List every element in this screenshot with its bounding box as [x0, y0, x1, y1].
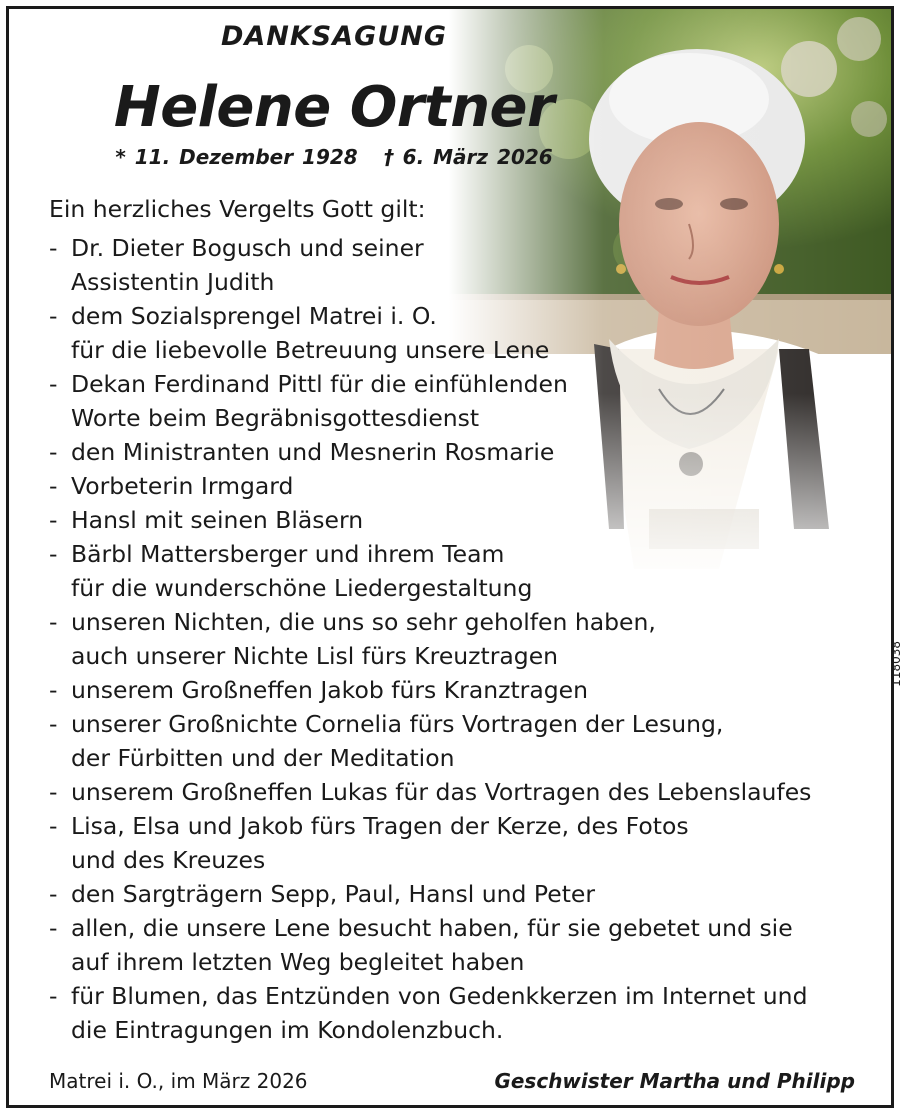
obituary-card [6, 6, 903, 1108]
list-item: - allen, die unsere Lene besucht haben, für sie gebetet und sie auf ihrem letzten Weg begleitet haben [49, 914, 793, 976]
list-item: - den Ministranten und Mesnerin Rosmarie [49, 438, 555, 466]
ad-code: 118038 [889, 641, 903, 687]
heading-danksagung: DANKSAGUNG [220, 21, 447, 52]
list-item: - unseren Nichten, die uns so sehr geholfen haben, auch unserer Nichte Lisl fürs Kreuztragen [49, 608, 656, 670]
signature: Geschwister Martha und Philipp [494, 1069, 855, 1093]
place-and-date: Matrei i. O., im März 2026 [49, 1069, 308, 1093]
list-item: - Bärbl Mattersberger und ihrem Team für die wunderschöne Liedergestaltung [49, 540, 533, 602]
life-dates [9, 145, 659, 169]
death-date: † 6. März 2026 [383, 145, 553, 169]
list-item: - Dekan Ferdinand Pittl für die einfühlenden Worte beim Begräbnisgottesdienst [49, 370, 568, 432]
list-item: - dem Sozialsprengel Matrei i. O. für die liebevolle Betreuung unsere Lene [49, 302, 550, 364]
deceased-name: Helene Ortner [113, 75, 555, 140]
birth-date: * 11. Dezember 1928 [115, 145, 358, 169]
list-item: - für Blumen, das Entzünden von Gedenkkerzen im Internet und die Eintragungen im Kondolenzbuch. [49, 982, 808, 1044]
list-item: - unserem Großneffen Jakob fürs Kranztragen [49, 676, 589, 704]
list-item: - Vorbeterin Irmgard [49, 472, 294, 500]
list-item: - Lisa, Elsa und Jakob fürs Tragen der Kerze, des Fotos und des Kreuzes [49, 812, 689, 874]
list-item: - unserem Großneffen Lukas für das Vortragen des Lebenslaufes [49, 778, 812, 806]
list-item: - unserer Großnichte Cornelia fürs Vortragen der Lesung, der Fürbitten und der Meditation [49, 710, 724, 772]
list-item: - Hansl mit seinen Bläsern [49, 506, 364, 534]
list-item: - den Sargträgern Sepp, Paul, Hansl und Peter [49, 880, 596, 908]
thanks-list [47, 231, 811, 1047]
intro-text: Ein herzliches Vergelts Gott gilt: [49, 195, 426, 223]
list-item: - Dr. Dieter Bogusch und seiner Assistentin Judith [49, 234, 424, 296]
